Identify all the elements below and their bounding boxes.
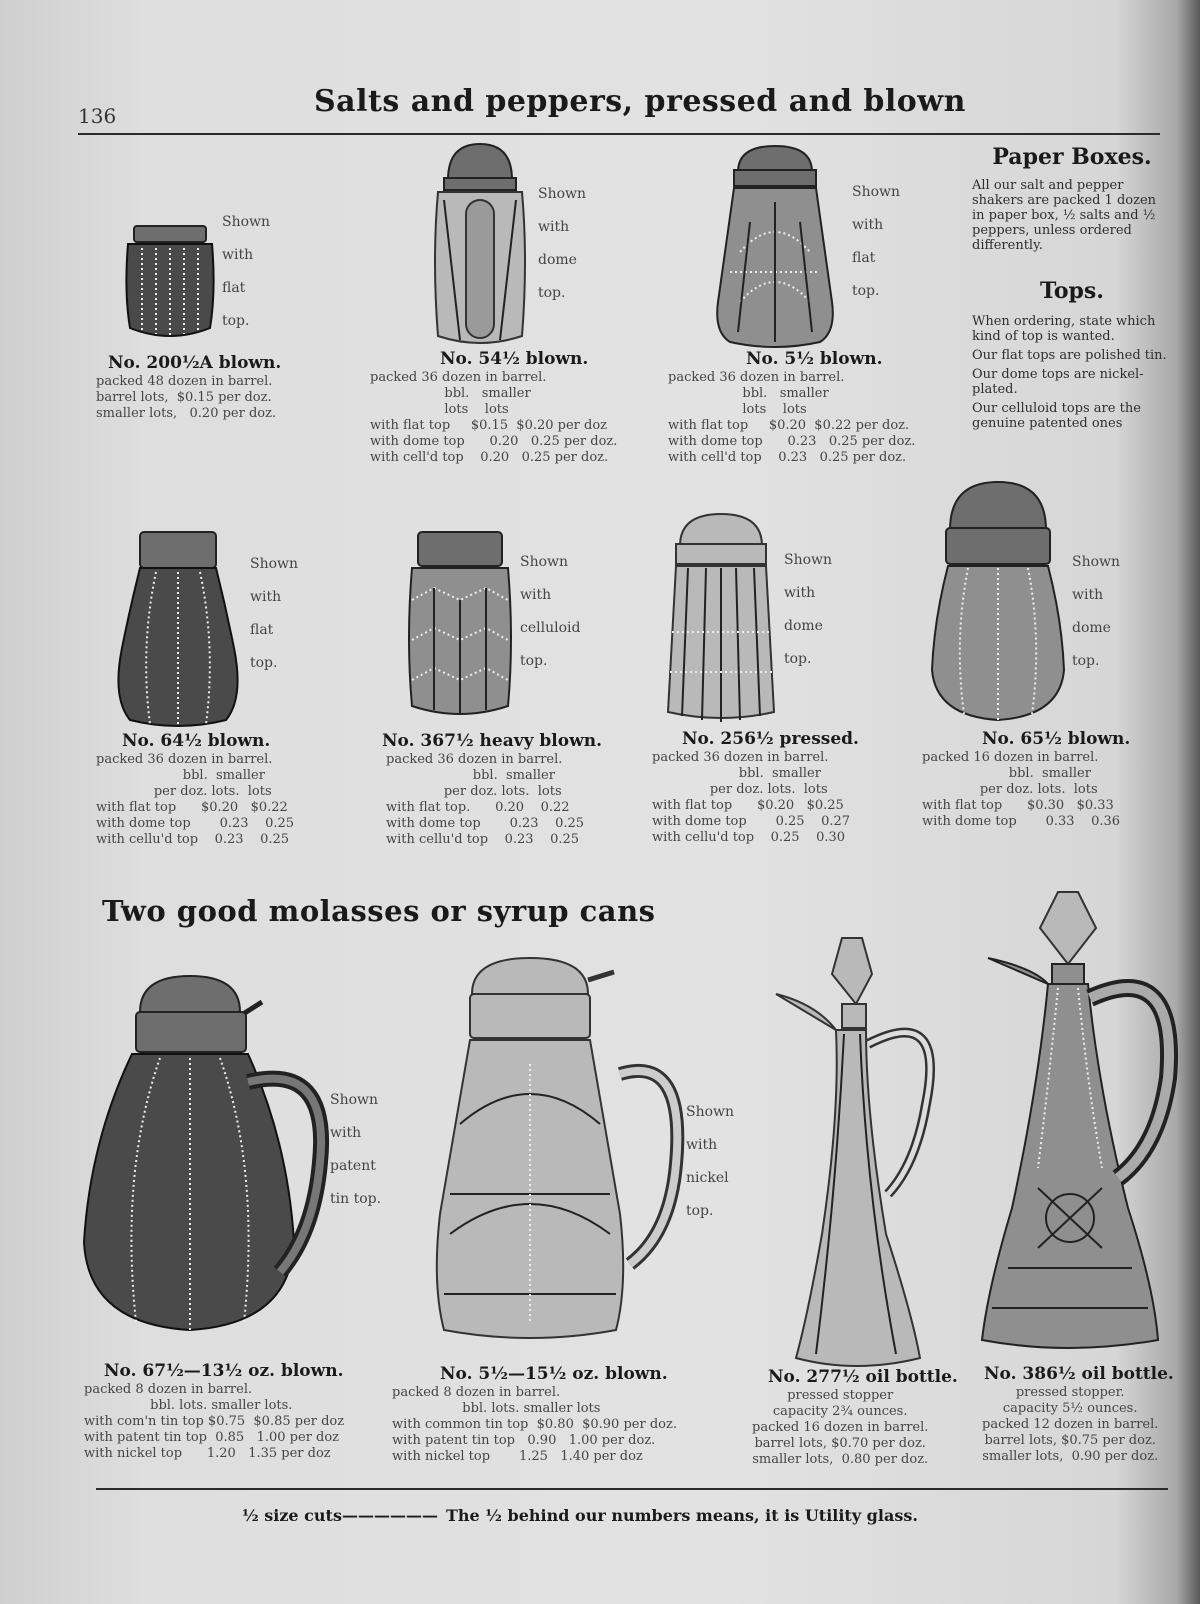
shaker-64-illustration [110, 528, 246, 728]
shown-caption: Shown with nickel top. [686, 1104, 735, 1219]
section-title-syrup-cans: Two good molasses or syrup cans [102, 894, 656, 928]
item-details: packed 8 dozen in barrel. bbl. lots. smaller lots with common tin top $0.80 $0.90 per doz. with patent tin top 0.90 1.00 per doz. with nickel top 1.25 1.40 per doz [392, 1385, 677, 1464]
shown-caption: Shown with dome top. [784, 552, 833, 667]
item-title: No. 5½ blown. [746, 349, 883, 369]
item-details: packed 48 dozen in barrel. barrel lots, $0.15 per doz. smaller lots, 0.20 per doz. [96, 374, 277, 421]
shown-caption: Shown with flat top. [250, 556, 299, 671]
tops-paragraph: Our flat tops are polished tin. [972, 348, 1167, 363]
item-details: packed 36 dozen in barrel. bbl. smaller per doz. lots. lots with flat top $0.20 $0.22 with dome top 0.23 0.25 with cellu'd top 0.23 0.25 [96, 752, 295, 847]
item-details: pressed stopper. capacity 5½ ounces. packed 12 dozen in barrel. barrel lots, $0.75 per doz. smaller lots, 0.90 per doz. [982, 1385, 1159, 1464]
item-details: packed 16 dozen in barrel. bbl. smaller per doz. lots. lots with flat top $0.30 $0.33 with dome top 0.33 0.36 [922, 750, 1121, 829]
page-title: Salts and peppers, pressed and blown [314, 84, 966, 119]
item-title: No. 65½ blown. [982, 729, 1131, 749]
tops-note [972, 278, 1172, 435]
item-title: No. 67½—13½ oz. blown. [104, 1361, 344, 1381]
tops-paragraph: Our celluloid tops are the genuine patented ones [972, 401, 1141, 431]
item-title: No. 5½—15½ oz. blown. [440, 1364, 668, 1384]
header-rule [78, 133, 1160, 135]
item-title: No. 64½ blown. [122, 731, 271, 751]
tops-paragraph: When ordering, state which kind of top is wanted. [972, 314, 1156, 344]
shaker-200a-illustration [120, 222, 220, 344]
shown-caption: Shown with dome top. [538, 186, 587, 301]
footer-rule [96, 1488, 1168, 1490]
item-details: packed 36 dozen in barrel. bbl. smaller lots lots with flat top $0.15 $0.20 per doz with dome top 0.20 0.25 per doz. with cell'd top 0.20 0.25 per doz. [370, 370, 618, 465]
item-details: packed 36 dozen in barrel. bbl. smaller per doz. lots. lots with flat top $0.20 $0.25 with dome top 0.25 0.27 with cellu'd top 0.25 0.30 [652, 750, 851, 845]
shown-caption: Shown with flat top. [222, 214, 271, 329]
item-title: No. 277½ oil bottle. [768, 1367, 958, 1387]
item-details: packed 36 dozen in barrel. bbl. smaller lots lots with flat top $0.20 $0.22 per doz. with dome top 0.23 0.25 per doz. with cell'd top 0.23 0.25 per doz. [668, 370, 916, 465]
syrup-can-67-illustration [80, 972, 330, 1338]
paper-boxes-note [972, 144, 1172, 257]
tops-paragraph: Our dome tops are nickel-plated. [972, 367, 1144, 397]
shaker-54-illustration [430, 140, 530, 348]
shaker-367-illustration [404, 530, 516, 720]
paper-boxes-text: All our salt and pepper shakers are packed 1 dozen in paper box, ½ salts and ½ peppers, unless ordered differently. [972, 178, 1157, 253]
page-number: 136 [78, 104, 117, 128]
oil-bottle-386-illustration [978, 888, 1178, 1354]
shaker-65-illustration [928, 480, 1068, 726]
item-title: No. 386½ oil bottle. [984, 1364, 1174, 1384]
item-details: pressed stopper capacity 2¾ ounces. packed 16 dozen in barrel. barrel lots, $0.70 per doz. smaller lots, 0.80 per doz. [752, 1388, 929, 1467]
footer-size-note: ½ size cuts—————— [242, 1506, 438, 1525]
paper-boxes-heading: Paper Boxes. [992, 144, 1152, 170]
item-title: No. 200½A blown. [108, 353, 282, 373]
shown-caption: Shown with dome top. [1072, 554, 1121, 669]
shown-caption: Shown with patent tin top. [330, 1092, 382, 1207]
item-title: No. 54½ blown. [440, 349, 589, 369]
item-title: No. 256½ pressed. [682, 729, 859, 749]
shown-caption: Shown with celluloid top. [520, 554, 581, 669]
shaker-256-illustration [666, 512, 776, 726]
item-title: No. 367½ heavy blown. [382, 731, 603, 751]
oil-bottle-277-illustration [756, 934, 956, 1366]
item-details: packed 36 dozen in barrel. bbl. smaller per doz. lots. lots with flat top. 0.20 0.22 with dome top 0.23 0.25 with cellu'd top 0.23 0.25 [386, 752, 585, 847]
shown-caption: Shown with flat top. [852, 184, 901, 299]
shaker-5-illustration [710, 142, 840, 350]
syrup-can-5-illustration [430, 954, 692, 1342]
item-details: packed 8 dozen in barrel. bbl. lots. smaller lots. with com'n tin top $0.75 $0.85 per doz with patent tin top 0.85 1.00 per doz with nickel top 1.20 1.35 per doz [84, 1382, 345, 1461]
footer-utility-note: The ½ behind our numbers means, it is Utility glass. [446, 1506, 918, 1525]
tops-heading: Tops. [1040, 278, 1104, 304]
